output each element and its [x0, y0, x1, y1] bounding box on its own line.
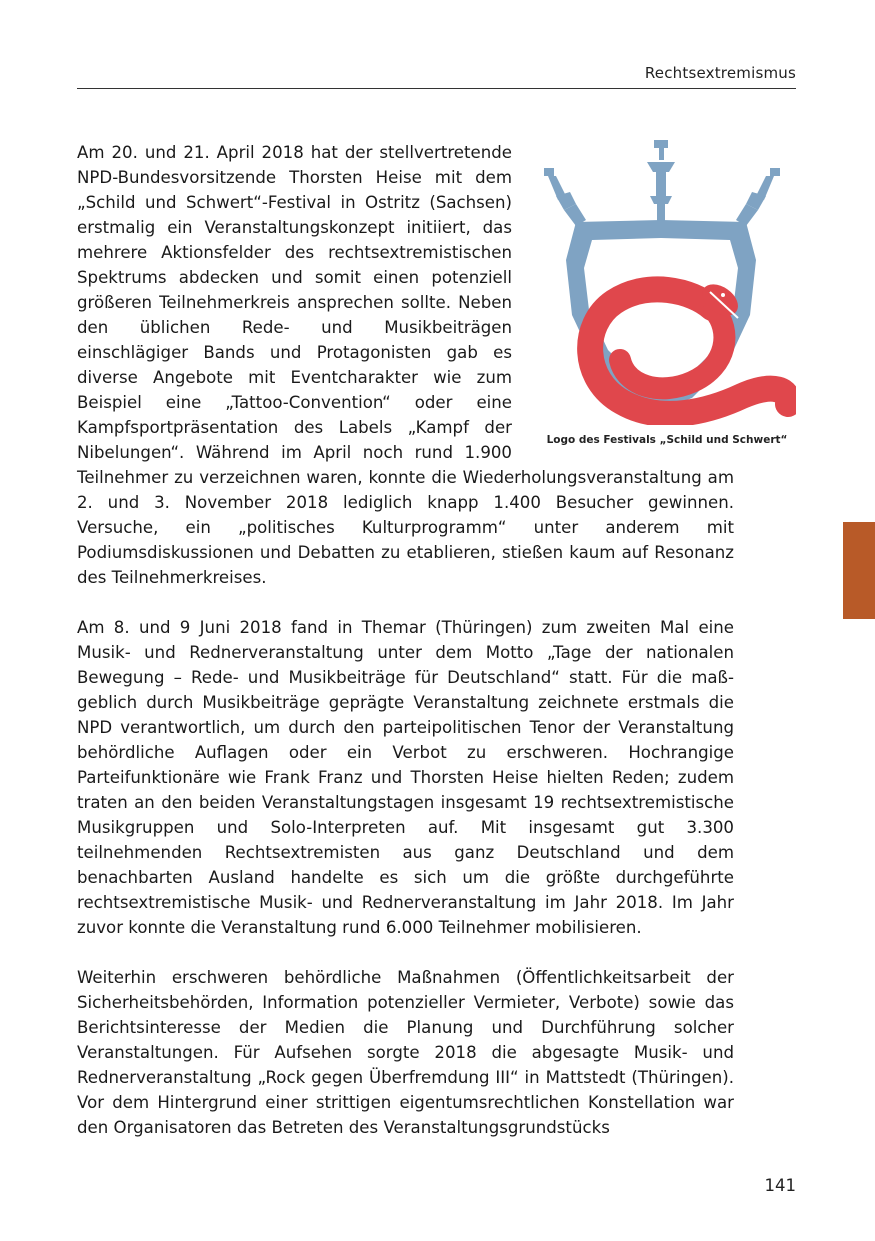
main-text	[77, 140, 788, 1140]
paragraph-2: Am 8. und 9 Juni 2018 fand in Themar (Thüringen) zum zweiten Mal eine Musik- und Rednerveranstaltung unter dem Motto „Tage der nationalen Bewegung – Rede- und Musikbeiträge für Deutschland“ statt. Für die maßgeblich durch Musikbeiträge geprägte Veranstaltung zeichnete erstmals die NPD verantwortlich, um durch den parteipolitischen Tenor der Veranstaltung behördliche Auflagen oder ein Verbot zu erschweren. Hochrangige Parteifunktionäre wie Frank Franz und Thorsten Heise hielten Reden; zudem traten an den beiden Veranstaltungstagen insgesamt 19 rechtsextremistische Musikgruppen und Solo-Interpreten auf. Mit insgesamt gut 3.300 teilnehmenden Rechtsextremisten aus ganz Deutschland und dem benachbarten Ausland handelte es sich um die größte durchgeführte rechtsextremistische Musik- und Rednerveranstaltung im Jahr 2018. Im Jahr zuvor konnte die Veranstaltung rund 6.000 Teilnehmer mobilisieren.	[77, 618, 734, 937]
paragraph-3: Weiterhin erschweren behördliche Maßnahmen (Öffentlichkeitsarbeit der Sicherheitsbehörden, Information potenzieller Vermieter, Verbote) sowie das Berichtsinteresse der Medien die Planung und Durchführung solcher Veranstaltungen. Für Aufsehen sorgte 2018 die abgesagte Musik- und Rednerveranstaltung „Rock gegen Überfremdung III“ in Mattstedt (Thüringen). Vor dem Hintergrund einer strittigen eigentumsrechtlichen Konstellation war den Organisatoren das Betreten des Veranstaltungsgrundstücks	[77, 968, 734, 1137]
festival-logo-figure	[538, 140, 796, 447]
festival-logo-image	[542, 140, 796, 425]
chapter-tab	[843, 522, 875, 619]
running-header: Rechtsextremismus	[644, 64, 796, 82]
paragraph-1	[77, 140, 788, 590]
figure-caption: Logo des Festivals „Schild und Schwert“	[546, 434, 788, 446]
page-number: 141	[764, 1176, 796, 1195]
header-divider	[77, 88, 796, 89]
paragraph-1-text: Am 20. und 21. April 2018 hat der stellvertretende NPD-Bundesvorsitzende Thorsten Heise mit dem „Schild und Schwert“-Festival in Ostritz (Sachsen) erstmalig ein Veranstaltungskonzept initiiert, das mehrere Aktionsfelder des rechtsextremistischen Spektrums abdecken und somit einen potenziell größeren Teilnehmerkreis ansprechen sollte. Neben den üblichen Rede- und Musikbeiträgen einschlägiger Bands und Protagonisten gab es diverse Angebote mit Eventcharakter wie zum Beispiel eine „Tattoo-Convention“ oder eine Kampfsportpräsentation des Labels „Kampf der Nibelungen“. Während im April noch rund 1.900 Teilnehmer zu verzeichnen waren, konnte die Wiederholungsveranstaltung am 2. und 3. November 2018 lediglich knapp 1.400 Besucher gewinnen. Versuche, ein „politisches Kulturprogramm“ unter anderem mit Podiumsdiskussionen und Debatten zu etablieren, stießen kaum auf Resonanz des Teilnehmerkreises.	[77, 143, 734, 587]
